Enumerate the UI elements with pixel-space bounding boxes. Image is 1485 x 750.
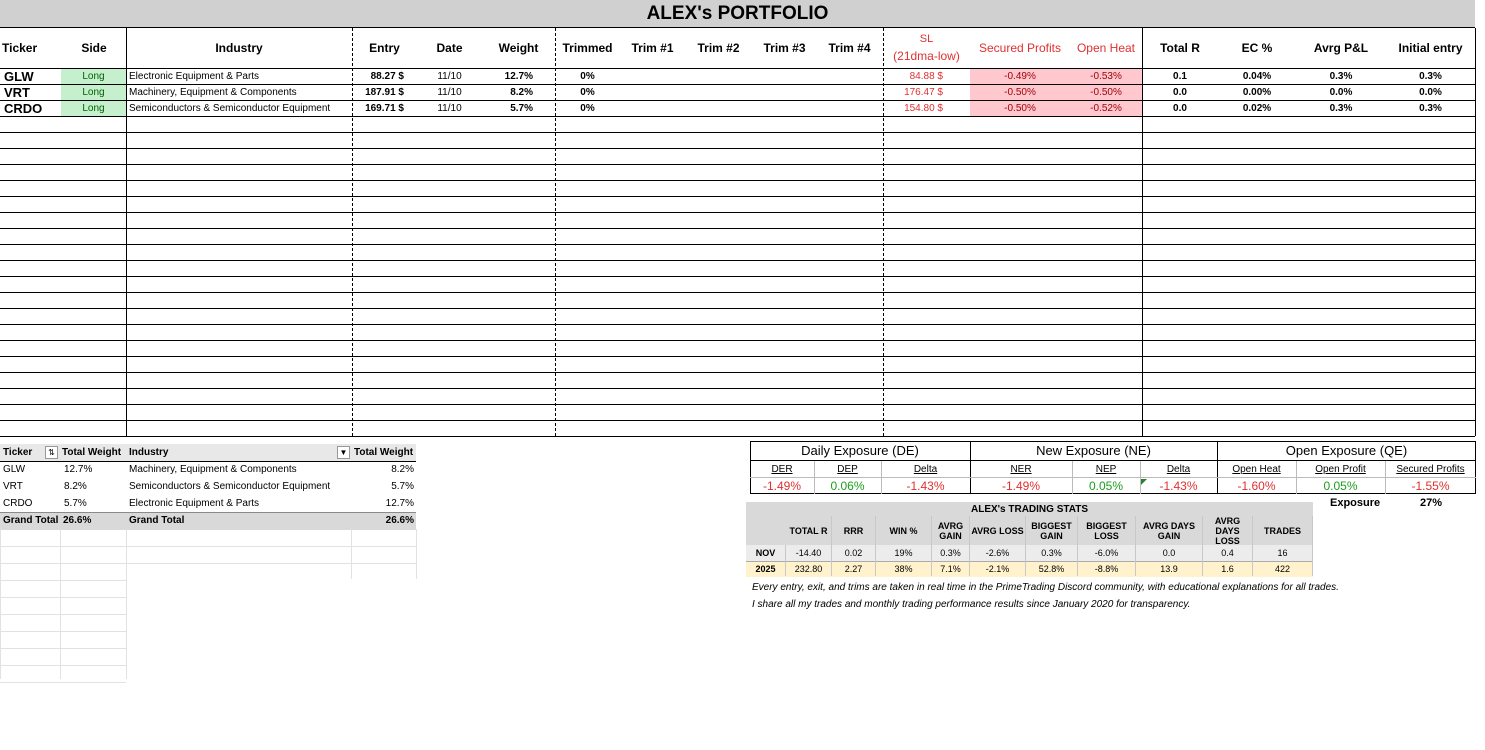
header-entry: Entry bbox=[369, 41, 400, 55]
pivot-header-weight: Total Weight bbox=[62, 447, 122, 458]
position-secured-profits: -0.50% bbox=[970, 101, 1070, 116]
position-initial-entry: 0.3% bbox=[1419, 103, 1442, 114]
position-ticker[interactable]: CRDO bbox=[4, 101, 43, 116]
exposure-metric-value: -1.60% bbox=[1237, 479, 1276, 493]
pivot-weight: 5.7% bbox=[64, 498, 87, 509]
exposure-metric-label: Delta bbox=[1166, 463, 1191, 475]
filter-icon[interactable]: ▼ bbox=[337, 446, 350, 459]
grid-vline bbox=[126, 28, 127, 436]
position-total-r: 0.1 bbox=[1173, 71, 1187, 82]
exposure-metric-label: NEP bbox=[1095, 463, 1117, 475]
grid-line bbox=[0, 148, 1475, 149]
exposure-divider bbox=[1385, 461, 1386, 494]
stats-cell: 7.1% bbox=[932, 561, 970, 576]
position-weight: 8.2% bbox=[510, 87, 533, 98]
header-industry: Industry bbox=[215, 41, 263, 55]
exposure-metric-value: 0.05% bbox=[1323, 479, 1358, 493]
header-trim1: Trim #1 bbox=[631, 41, 674, 55]
grid-line bbox=[0, 340, 1475, 341]
header-open-heat: Open Heat bbox=[1076, 41, 1136, 55]
grid-line bbox=[0, 292, 1475, 293]
grid-line bbox=[0, 276, 1475, 277]
stats-cell: 0.02 bbox=[832, 545, 876, 561]
pivot-grid-vline bbox=[126, 579, 127, 679]
open-exposure-title: Open Exposure (QE) bbox=[1285, 443, 1408, 458]
position-ticker[interactable]: GLW bbox=[4, 69, 34, 84]
pivot-grand-total-label2: Grand Total bbox=[129, 515, 185, 526]
exposure-label: Exposure bbox=[1330, 497, 1381, 509]
header-initial-entry: Initial entry bbox=[1398, 41, 1463, 55]
exposure-metric-value: -1.55% bbox=[1411, 479, 1450, 493]
position-industry: Electronic Equipment & Parts bbox=[129, 71, 260, 82]
position-ticker[interactable]: VRT bbox=[4, 85, 30, 100]
exposure-divider bbox=[1072, 461, 1073, 494]
position-industry: Machinery, Equipment & Components bbox=[129, 87, 297, 98]
stats-cell: 52.8% bbox=[1026, 561, 1078, 576]
exposure-metric-label: DEP bbox=[837, 463, 858, 475]
new-exposure-title: New Exposure (NE) bbox=[1036, 443, 1151, 458]
position-sl: 176.47 $ bbox=[904, 87, 943, 98]
position-initial-entry: 0.3% bbox=[1419, 71, 1442, 82]
position-entry: 88.27 $ bbox=[370, 71, 404, 82]
pivot-industry: Machinery, Equipment & Components bbox=[129, 464, 297, 475]
pivot-header-industry: Industry bbox=[129, 447, 169, 458]
exposure-value: 27% bbox=[1420, 497, 1443, 509]
pivot-grand-total-weight: 26.6% bbox=[63, 515, 92, 526]
position-date: 11/10 bbox=[437, 87, 462, 98]
grid-line bbox=[0, 372, 1475, 373]
stats-cell: -8.8% bbox=[1078, 561, 1136, 576]
stats-column-header: TRADES bbox=[1253, 516, 1313, 545]
header-trim3: Trim #3 bbox=[763, 41, 806, 55]
position-trimmed: 0% bbox=[580, 71, 595, 82]
stats-cell: 0.3% bbox=[1026, 545, 1078, 561]
position-initial-entry: 0.0% bbox=[1419, 87, 1442, 98]
stats-cell: 0.0 bbox=[1136, 545, 1203, 561]
pivot-grid-vline bbox=[416, 529, 417, 579]
grid-line bbox=[0, 244, 1475, 245]
pivot-ticker: VRT bbox=[3, 481, 23, 492]
position-entry: 187.91 $ bbox=[365, 87, 404, 98]
stats-column-header: WIN % bbox=[876, 516, 932, 545]
pivot-grid-vline bbox=[60, 579, 61, 679]
position-date: 11/10 bbox=[437, 71, 462, 82]
stats-cell: 13.9 bbox=[1136, 561, 1203, 576]
note-line-1: Every entry, exit, and trims are taken in real time in the PrimeTrading Discord community, with educational explanations for all trades. bbox=[752, 582, 1339, 593]
exposure-metric-value: -1.43% bbox=[906, 479, 945, 493]
stats-row-label: 2025 bbox=[746, 561, 786, 576]
position-side: Long bbox=[61, 101, 126, 116]
pivot-grid-vline bbox=[60, 529, 61, 579]
grid-line bbox=[0, 212, 1475, 213]
exposure-metric-value: -1.49% bbox=[1001, 479, 1041, 493]
position-weight: 5.7% bbox=[510, 103, 533, 114]
stats-cell: 38% bbox=[876, 561, 932, 576]
position-side: Long bbox=[61, 85, 126, 100]
stats-column-header: TOTAL R bbox=[786, 516, 832, 545]
grid-vline bbox=[1475, 28, 1476, 436]
pivot-ticker: GLW bbox=[3, 464, 26, 475]
exposure-metric-value: -1.49% bbox=[762, 479, 802, 493]
pivot-weight2: 8.2% bbox=[391, 464, 414, 475]
exposure-metric-value: 0.05% bbox=[1088, 479, 1124, 493]
pivot-grid-vline bbox=[351, 529, 352, 579]
exposure-divider bbox=[1140, 461, 1141, 494]
header-weight: Weight bbox=[498, 41, 539, 55]
stats-cell: -6.0% bbox=[1078, 545, 1136, 561]
position-ec: 0.00% bbox=[1242, 87, 1272, 98]
exposure-metric-value: -1.43% bbox=[1159, 479, 1198, 493]
position-side: Long bbox=[61, 69, 126, 84]
stats-cell: 232.80 bbox=[786, 561, 832, 576]
sort-filter-icon[interactable]: ⇅ bbox=[45, 446, 58, 459]
pivot-weight: 12.7% bbox=[64, 464, 93, 475]
stats-cell: -2.6% bbox=[970, 545, 1026, 561]
position-avrg-pl: 0.3% bbox=[1329, 71, 1353, 82]
exposure-metric-label: Open Heat bbox=[1232, 463, 1281, 475]
position-secured-profits: -0.50% bbox=[970, 85, 1070, 100]
position-weight: 12.7% bbox=[504, 71, 533, 82]
daily-exposure-title: Daily Exposure (DE) bbox=[801, 443, 919, 458]
header-total-r: Total R bbox=[1160, 41, 1200, 55]
grid-line bbox=[0, 404, 1475, 405]
position-trimmed: 0% bbox=[580, 103, 595, 114]
stats-cell: 19% bbox=[876, 545, 932, 561]
grid-line bbox=[0, 164, 1475, 165]
pivot-grid-vline bbox=[0, 529, 1, 679]
pivot-grid-vline bbox=[126, 529, 127, 579]
grid-line bbox=[0, 388, 1475, 389]
position-secured-profits: -0.49% bbox=[970, 69, 1070, 84]
note-line-2: I share all my trades and monthly trading performance results since January 2020 for transparency. bbox=[752, 599, 1191, 610]
grid-line bbox=[0, 324, 1475, 325]
stats-column-header: AVRG DAYS LOSS bbox=[1203, 516, 1253, 545]
stats-column-header: RRR bbox=[832, 516, 876, 545]
exposure-metric-label: Secured Profits bbox=[1396, 463, 1465, 475]
pivot-grid-hline bbox=[0, 631, 126, 632]
pivot-weight: 8.2% bbox=[64, 481, 87, 492]
header-ticker: Ticker bbox=[2, 41, 38, 55]
stats-column-header: AVRG GAIN bbox=[932, 516, 970, 545]
pivot-grid-hline bbox=[0, 614, 126, 615]
pivot-grid-hline bbox=[0, 580, 126, 581]
position-open-heat: -0.53% bbox=[1070, 69, 1142, 84]
grid-line bbox=[0, 132, 1475, 133]
pivot-grid-hline bbox=[0, 648, 126, 649]
pivot-industry: Electronic Equipment & Parts bbox=[129, 498, 260, 509]
position-avrg-pl: 0.3% bbox=[1329, 103, 1353, 114]
grid-line bbox=[0, 228, 1475, 229]
grid-line bbox=[0, 116, 1475, 117]
stats-column-header: BIGGEST GAIN bbox=[1026, 516, 1078, 545]
position-entry: 169.71 $ bbox=[365, 103, 404, 114]
position-avrg-pl: 0.0% bbox=[1329, 87, 1353, 98]
exposure-metric-label: DER bbox=[771, 463, 793, 475]
grid-line bbox=[0, 436, 1475, 437]
header-secured-profits: Secured Profits bbox=[978, 41, 1062, 55]
pivot-ticker: CRDO bbox=[3, 498, 33, 509]
pivot-industry: Semiconductors & Semiconductor Equipment bbox=[129, 481, 331, 492]
stats-cell: 1.6 bbox=[1203, 561, 1253, 576]
exposure-metric-label: NER bbox=[1010, 463, 1032, 475]
grid-line bbox=[0, 180, 1475, 181]
position-trimmed: 0% bbox=[580, 87, 595, 98]
position-sl: 154.80 $ bbox=[904, 103, 943, 114]
stats-column-header: BIGGEST LOSS bbox=[1078, 516, 1136, 545]
position-open-heat: -0.52% bbox=[1070, 101, 1142, 116]
position-ec: 0.02% bbox=[1242, 103, 1272, 114]
stats-cell: 0.3% bbox=[932, 545, 970, 561]
position-total-r: 0.0 bbox=[1173, 87, 1187, 98]
header-sl-line2: (21dma-low) bbox=[893, 49, 960, 63]
stats-cell: 422 bbox=[1253, 561, 1313, 576]
exposure-divider bbox=[814, 461, 815, 494]
exposure-metric-label: Delta bbox=[913, 463, 938, 475]
pivot-grid-hline bbox=[0, 546, 416, 547]
exposure-divider bbox=[1296, 461, 1297, 494]
pivot-header-weight2: Total Weight bbox=[354, 447, 414, 458]
pivot-grand-total-label: Grand Total bbox=[3, 515, 59, 526]
stats-column-header: AVRG DAYS GAIN bbox=[1136, 516, 1203, 545]
header-sl bbox=[883, 28, 970, 68]
grid-line bbox=[0, 420, 1475, 421]
stats-cell: 0.4 bbox=[1203, 545, 1253, 561]
stats-column-header: AVRG LOSS bbox=[970, 516, 1026, 545]
stats-row-label: NOV bbox=[746, 545, 786, 561]
header-date: Date bbox=[436, 41, 463, 55]
header-sl-line1: SL bbox=[919, 33, 934, 45]
stats-cell: -2.1% bbox=[970, 561, 1026, 576]
pivot-weight2: 5.7% bbox=[391, 481, 414, 492]
position-industry: Semiconductors & Semiconductor Equipment bbox=[129, 103, 331, 114]
pivot-grid-hline bbox=[0, 597, 126, 598]
stats-cell: 16 bbox=[1253, 545, 1313, 561]
comment-marker-icon bbox=[1141, 479, 1147, 485]
header-trimmed: Trimmed bbox=[562, 41, 613, 55]
position-total-r: 0.0 bbox=[1173, 103, 1187, 114]
pivot-grid-hline bbox=[0, 682, 126, 683]
pivot-grid-hline bbox=[0, 665, 126, 666]
header-ec: EC % bbox=[1241, 41, 1273, 55]
grid-line bbox=[0, 356, 1475, 357]
grid-line bbox=[0, 260, 1475, 261]
position-sl: 84.88 $ bbox=[909, 71, 943, 82]
grid-line bbox=[0, 196, 1475, 197]
exposure-metric-value: 0.06% bbox=[830, 479, 865, 493]
pivot-grid-hline bbox=[0, 563, 416, 564]
exposure-metric-label: Open Profit bbox=[1315, 463, 1366, 475]
stats-cell: 2.27 bbox=[832, 561, 876, 576]
stats-title: ALEX's TRADING STATS bbox=[746, 502, 1313, 516]
header-trim4: Trim #4 bbox=[828, 41, 871, 55]
exposure-divider bbox=[881, 461, 882, 494]
position-date: 11/10 bbox=[437, 103, 462, 114]
header-side: Side bbox=[81, 41, 107, 55]
position-ec: 0.04% bbox=[1242, 71, 1272, 82]
grid-line bbox=[0, 308, 1475, 309]
header-avrg-pl: Avrg P&L bbox=[1313, 41, 1369, 55]
pivot-header-ticker: Ticker bbox=[3, 447, 33, 458]
pivot-grand-total-weight2: 26.6% bbox=[385, 515, 414, 526]
portfolio-title: ALEX's PORTFOLIO bbox=[0, 0, 1475, 28]
header-trim2: Trim #2 bbox=[697, 41, 740, 55]
position-open-heat: -0.50% bbox=[1070, 85, 1142, 100]
pivot-weight2: 12.7% bbox=[385, 498, 414, 509]
stats-cell: -14.40 bbox=[786, 545, 832, 561]
